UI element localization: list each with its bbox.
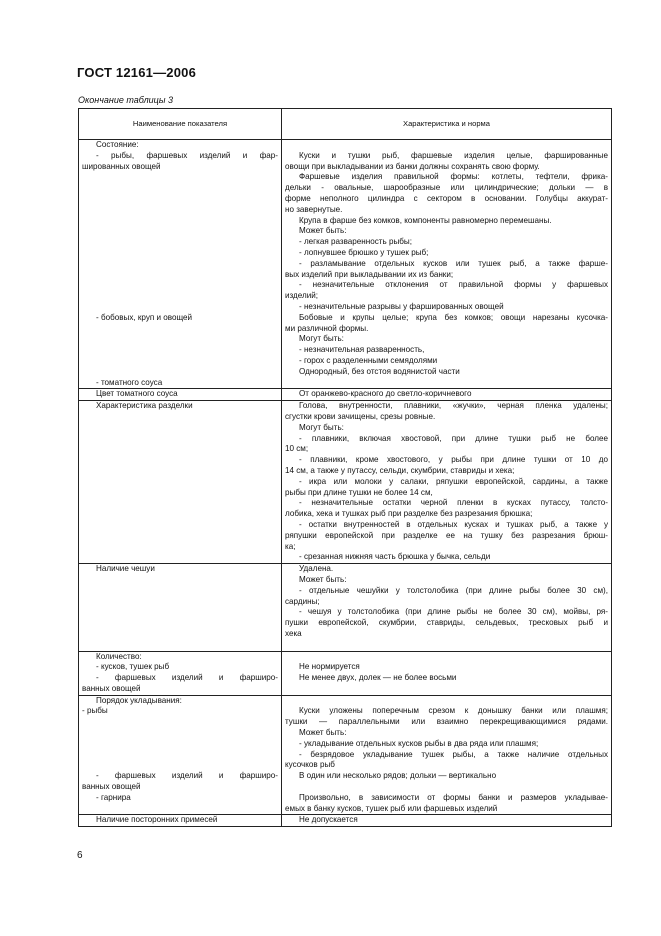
page-number: 6 — [77, 850, 83, 861]
indicator-cell: Состояние: - рыбы, фаршевых изделий и фар- шированных овощей - бобовых, круп и овощей - томатного соуса — [79, 140, 282, 389]
table-row-sauce-color — [79, 389, 612, 401]
indicator-cell: Количество: - кусков, тушек рыб - фаршевых изделий и фарширо- ванных овощей — [79, 651, 282, 695]
table-row-impurities — [79, 815, 612, 827]
document-title: ГОСТ 12161—2006 — [77, 65, 196, 80]
table-row-cutting — [79, 401, 612, 564]
norm-cell: От оранжево-красного до светло-коричневого — [282, 389, 612, 401]
table-row-scales — [79, 564, 612, 651]
norm-cell: Куски уложены поперечным срезом к донышку банки или плашмя; тушки — параллельными или взаимно перекрещивающимися рядами. Может быть: - укладывание отдельных кусков рыбы в два ряда или плашмя; - безрядовое укладывание тушек рыбы, а также наличие отдельных кусочков рыб В один или несколько рядов; дольки — вертикально Произвольно, в зависимости от формы банки и размеров укладывае- емых в банку кусков, тушек рыб или фаршевых изделий — [282, 695, 612, 815]
norm-cell: Голова, внутренности, плавники, «жучки», черная пленка удалены; сгустки крови зачищены, срезы ровные. Могут быть: - плавники, включая хвостовой, при длине тушки рыб не более 10 см; - плавники, кроме хвостового, у рыбы при длине тушки от 10 до 14 см, а также у путассу, сельди, скумбрии, ставриды и хека; - икра или молоки у салаки, ряпушки европейской, сардины, а также рыбы при длине тушки не более 14 см, - незначительные остатки черной пленки в кусках путассу, толсто- лобика, хека и тушках рыб при разделке без разрезания брюшка; - остатки внутренностей в отдельных кусках и тушках рыб, а также у ряпушки европейской при разделке ее на тушку без разрезания брюш- ка; - срезанная нижняя часть брюшка у бычка, сельди — [282, 401, 612, 564]
table-row-packing — [79, 695, 612, 815]
indicator-cell: Порядок укладывания: - рыбы - фаршевых изделий и фарширо- ванных овощей - гарнира — [79, 695, 282, 815]
column-header-indicator: Наименование показателя — [79, 109, 282, 140]
specification-table — [78, 108, 612, 827]
indicator-cell: Цвет томатного соуса — [79, 389, 282, 401]
indicator-cell: Наличие посторонних примесей — [79, 815, 282, 827]
table-header-row — [79, 109, 612, 140]
column-header-norm: Характеристика и норма — [282, 109, 612, 140]
table-row-quantity — [79, 651, 612, 695]
norm-cell: Не нормируется Не менее двух, долек — не более восьми — [282, 651, 612, 695]
table-caption: Окончание таблицы 3 — [78, 95, 173, 105]
indicator-cell: Наличие чешуи — [79, 564, 282, 651]
indicator-cell: Характеристика разделки — [79, 401, 282, 564]
norm-cell: Не допускается — [282, 815, 612, 827]
table-row-state — [79, 140, 612, 389]
norm-cell: Удалена. Может быть: - отдельные чешуйки у толстолобика (при длине рыбы более 30 см), сардины; - чешуя у толстолобика (при длине рыбы не более 30 см), мойвы, ря- пушки европейской, скумбрии, ставриды, сельдевых, тресковых рыб и хека — [282, 564, 612, 651]
norm-cell: Куски и тушки рыб, фаршевые изделия целые, фаршированные овощи при выкладывании из банки должны сохранять свою форму. Фаршевые изделия правильной формы: котлеты, тефтели, фрика- дельки - овальные, шарообразные или цилиндрические; дольки — в форме неполного цилиндра с сектором в основании. Голубцы аккурат- но завернутые. Крупа в фарше без комков, компоненты равномерно перемешаны. Может быть: - легкая разваренность рыбы; - лопнувшее брюшко у тушек рыб; - разламывание отдельных кусков или тушек рыб, а также фарше- вых изделий при выкладывании их из банки; - незначительные отклонения от правильной формы у фаршевых изделий; - незначительные разрывы у фаршированных овощей Бобовые и крупы целые; крупа без комков; овощи нарезаны кусочка- ми различной формы. Могут быть: - незначительная разваренность, - горох с разделенными семядолями Однородный, без отстоя водянистой части — [282, 140, 612, 389]
